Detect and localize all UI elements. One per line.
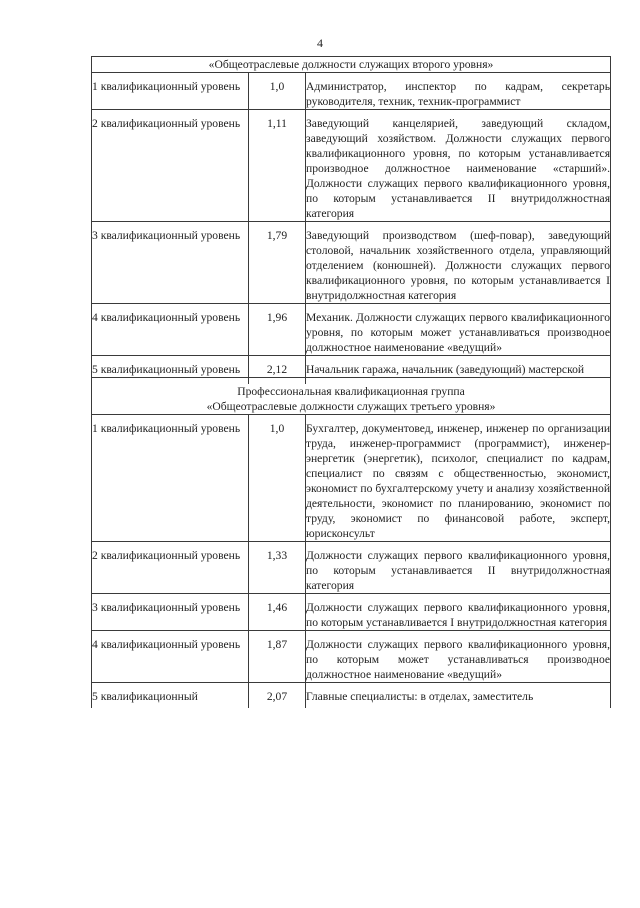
coefficient-cell bbox=[249, 116, 306, 222]
table-row bbox=[92, 600, 611, 631]
qualification-level-cell bbox=[92, 310, 249, 356]
table-row bbox=[92, 116, 611, 222]
coefficient-cell bbox=[249, 310, 306, 356]
group-title-line: Профессиональная квалификационная группа bbox=[237, 385, 465, 398]
qualification-level: 5 квалификационный bbox=[92, 690, 198, 703]
table-row bbox=[92, 228, 611, 304]
coefficient-value: 1,0 bbox=[269, 422, 285, 435]
qualification-level: 4 квалификационный уровень bbox=[92, 638, 241, 651]
coefficient-value: 1,33 bbox=[266, 549, 288, 562]
coefficient-cell bbox=[249, 362, 306, 378]
qualification-level: 1 квалификационный уровень bbox=[92, 80, 241, 93]
qualification-level-cell bbox=[92, 689, 249, 708]
qualification-level: 3 квалификационный уровень bbox=[92, 601, 241, 614]
table-row bbox=[92, 310, 611, 356]
qualification-level-cell bbox=[92, 362, 249, 378]
coefficient-value: 1,46 bbox=[266, 601, 288, 614]
positions-text: Администратор, инспектор по кадрам, секретарь руководителя, техник, техник-программист bbox=[306, 80, 611, 108]
coefficient-value: 1,11 bbox=[267, 117, 287, 130]
table-row bbox=[92, 548, 611, 594]
positions-text: Бухгалтер, документовед, инженер, инженер по организации труда, инженер-программист (программист), инженер-энергетик (энергетик), психолог, специалист по кадрам, специалист по связям с общественностью, экономист, экономист по бухгалтерскому учету и анализу хозяйственной деятельности, экономист по планированию, экономист по труду, экономист по финансовой работе, эксперт, юрисконсульт bbox=[306, 422, 611, 540]
table-row bbox=[92, 637, 611, 683]
positions-cell bbox=[306, 548, 611, 594]
positions-text: Начальник гаража, начальник (заведующий) мастерской bbox=[306, 363, 585, 376]
table-row bbox=[92, 421, 611, 542]
qualification-level-cell bbox=[92, 421, 249, 542]
coefficient-value: 2,07 bbox=[266, 690, 288, 703]
coefficient-cell bbox=[249, 548, 306, 594]
positions-text: Механик. Должности служащих первого квалификационного уровня, по которым может устанавливаться производное должностное наименование «ведущий» bbox=[306, 311, 611, 354]
positions-text: Должности служащих первого квалификационного уровня, по которым устанавливается II внутридолжностная категория bbox=[306, 549, 611, 592]
group-header bbox=[92, 384, 611, 415]
positions-cell bbox=[306, 362, 611, 378]
coefficient-cell bbox=[249, 600, 306, 631]
positions-cell bbox=[306, 228, 611, 304]
page-number: 4 bbox=[317, 36, 323, 50]
table-row bbox=[92, 689, 611, 708]
positions-cell bbox=[306, 310, 611, 356]
qualification-table-wrap bbox=[91, 56, 610, 708]
group-header-row bbox=[92, 384, 611, 415]
positions-cell bbox=[306, 689, 611, 708]
positions-text: Заведующий производством (шеф-повар), заведующий столовой, начальник хозяйственного отдела, управляющий отделением (конюшней). Должности служащих первого квалификационного уровня, по которым устанавливается I внутридолжностная категория bbox=[306, 229, 611, 302]
qualification-level-cell bbox=[92, 79, 249, 110]
group-header-row bbox=[92, 57, 611, 73]
positions-cell bbox=[306, 637, 611, 683]
group-title-line: «Общеотраслевые должности служащих второго уровня» bbox=[208, 58, 494, 71]
coefficient-cell bbox=[249, 637, 306, 683]
coefficient-cell bbox=[249, 228, 306, 304]
positions-cell bbox=[306, 421, 611, 542]
positions-cell bbox=[306, 79, 611, 110]
qualification-level: 2 квалификационный уровень bbox=[92, 549, 241, 562]
table-row bbox=[92, 79, 611, 110]
positions-text: Должности служащих первого квалификационного уровня, по которым устанавливается I внутридолжностная категория bbox=[306, 601, 611, 629]
positions-text: Должности служащих первого квалификационного уровня, по которым может устанавливаться производное должностное наименование «ведущий» bbox=[306, 638, 611, 681]
qualification-level: 2 квалификационный уровень bbox=[92, 117, 241, 130]
qualification-level: 3 квалификационный уровень bbox=[92, 229, 241, 242]
coefficient-cell bbox=[249, 689, 306, 708]
qualification-level-cell bbox=[92, 600, 249, 631]
group-header bbox=[92, 57, 611, 73]
positions-text: Заведующий канцелярией, заведующий складом, заведующий хозяйством. Должности служащих первого квалификационного уровня, по которым устанавливается производное должностное наименование «старший». Должности служащих первого квалификационного уровня, по которым устанавливается II внутридолжностная категория bbox=[306, 117, 611, 220]
coefficient-cell bbox=[249, 79, 306, 110]
qualification-level-cell bbox=[92, 228, 249, 304]
positions-text: Главные специалисты: в отделах, заместитель bbox=[306, 690, 534, 703]
qualification-table bbox=[91, 56, 611, 708]
group-title-line: «Общеотраслевые должности служащих третьего уровня» bbox=[206, 400, 496, 413]
coefficient-cell bbox=[249, 421, 306, 542]
qualification-level: 5 квалификационный уровень bbox=[92, 363, 241, 376]
qualification-level: 1 квалификационный уровень bbox=[92, 422, 241, 435]
coefficient-value: 1,0 bbox=[269, 80, 285, 93]
qualification-level-cell bbox=[92, 637, 249, 683]
coefficient-value: 1,87 bbox=[266, 638, 288, 651]
qualification-level-cell bbox=[92, 548, 249, 594]
positions-cell bbox=[306, 116, 611, 222]
positions-cell bbox=[306, 600, 611, 631]
qualification-level: 4 квалификационный уровень bbox=[92, 311, 241, 324]
table-row bbox=[92, 362, 611, 378]
coefficient-value: 2,12 bbox=[266, 363, 288, 376]
qualification-level-cell bbox=[92, 116, 249, 222]
coefficient-value: 1,79 bbox=[266, 229, 288, 242]
coefficient-value: 1,96 bbox=[266, 311, 288, 324]
